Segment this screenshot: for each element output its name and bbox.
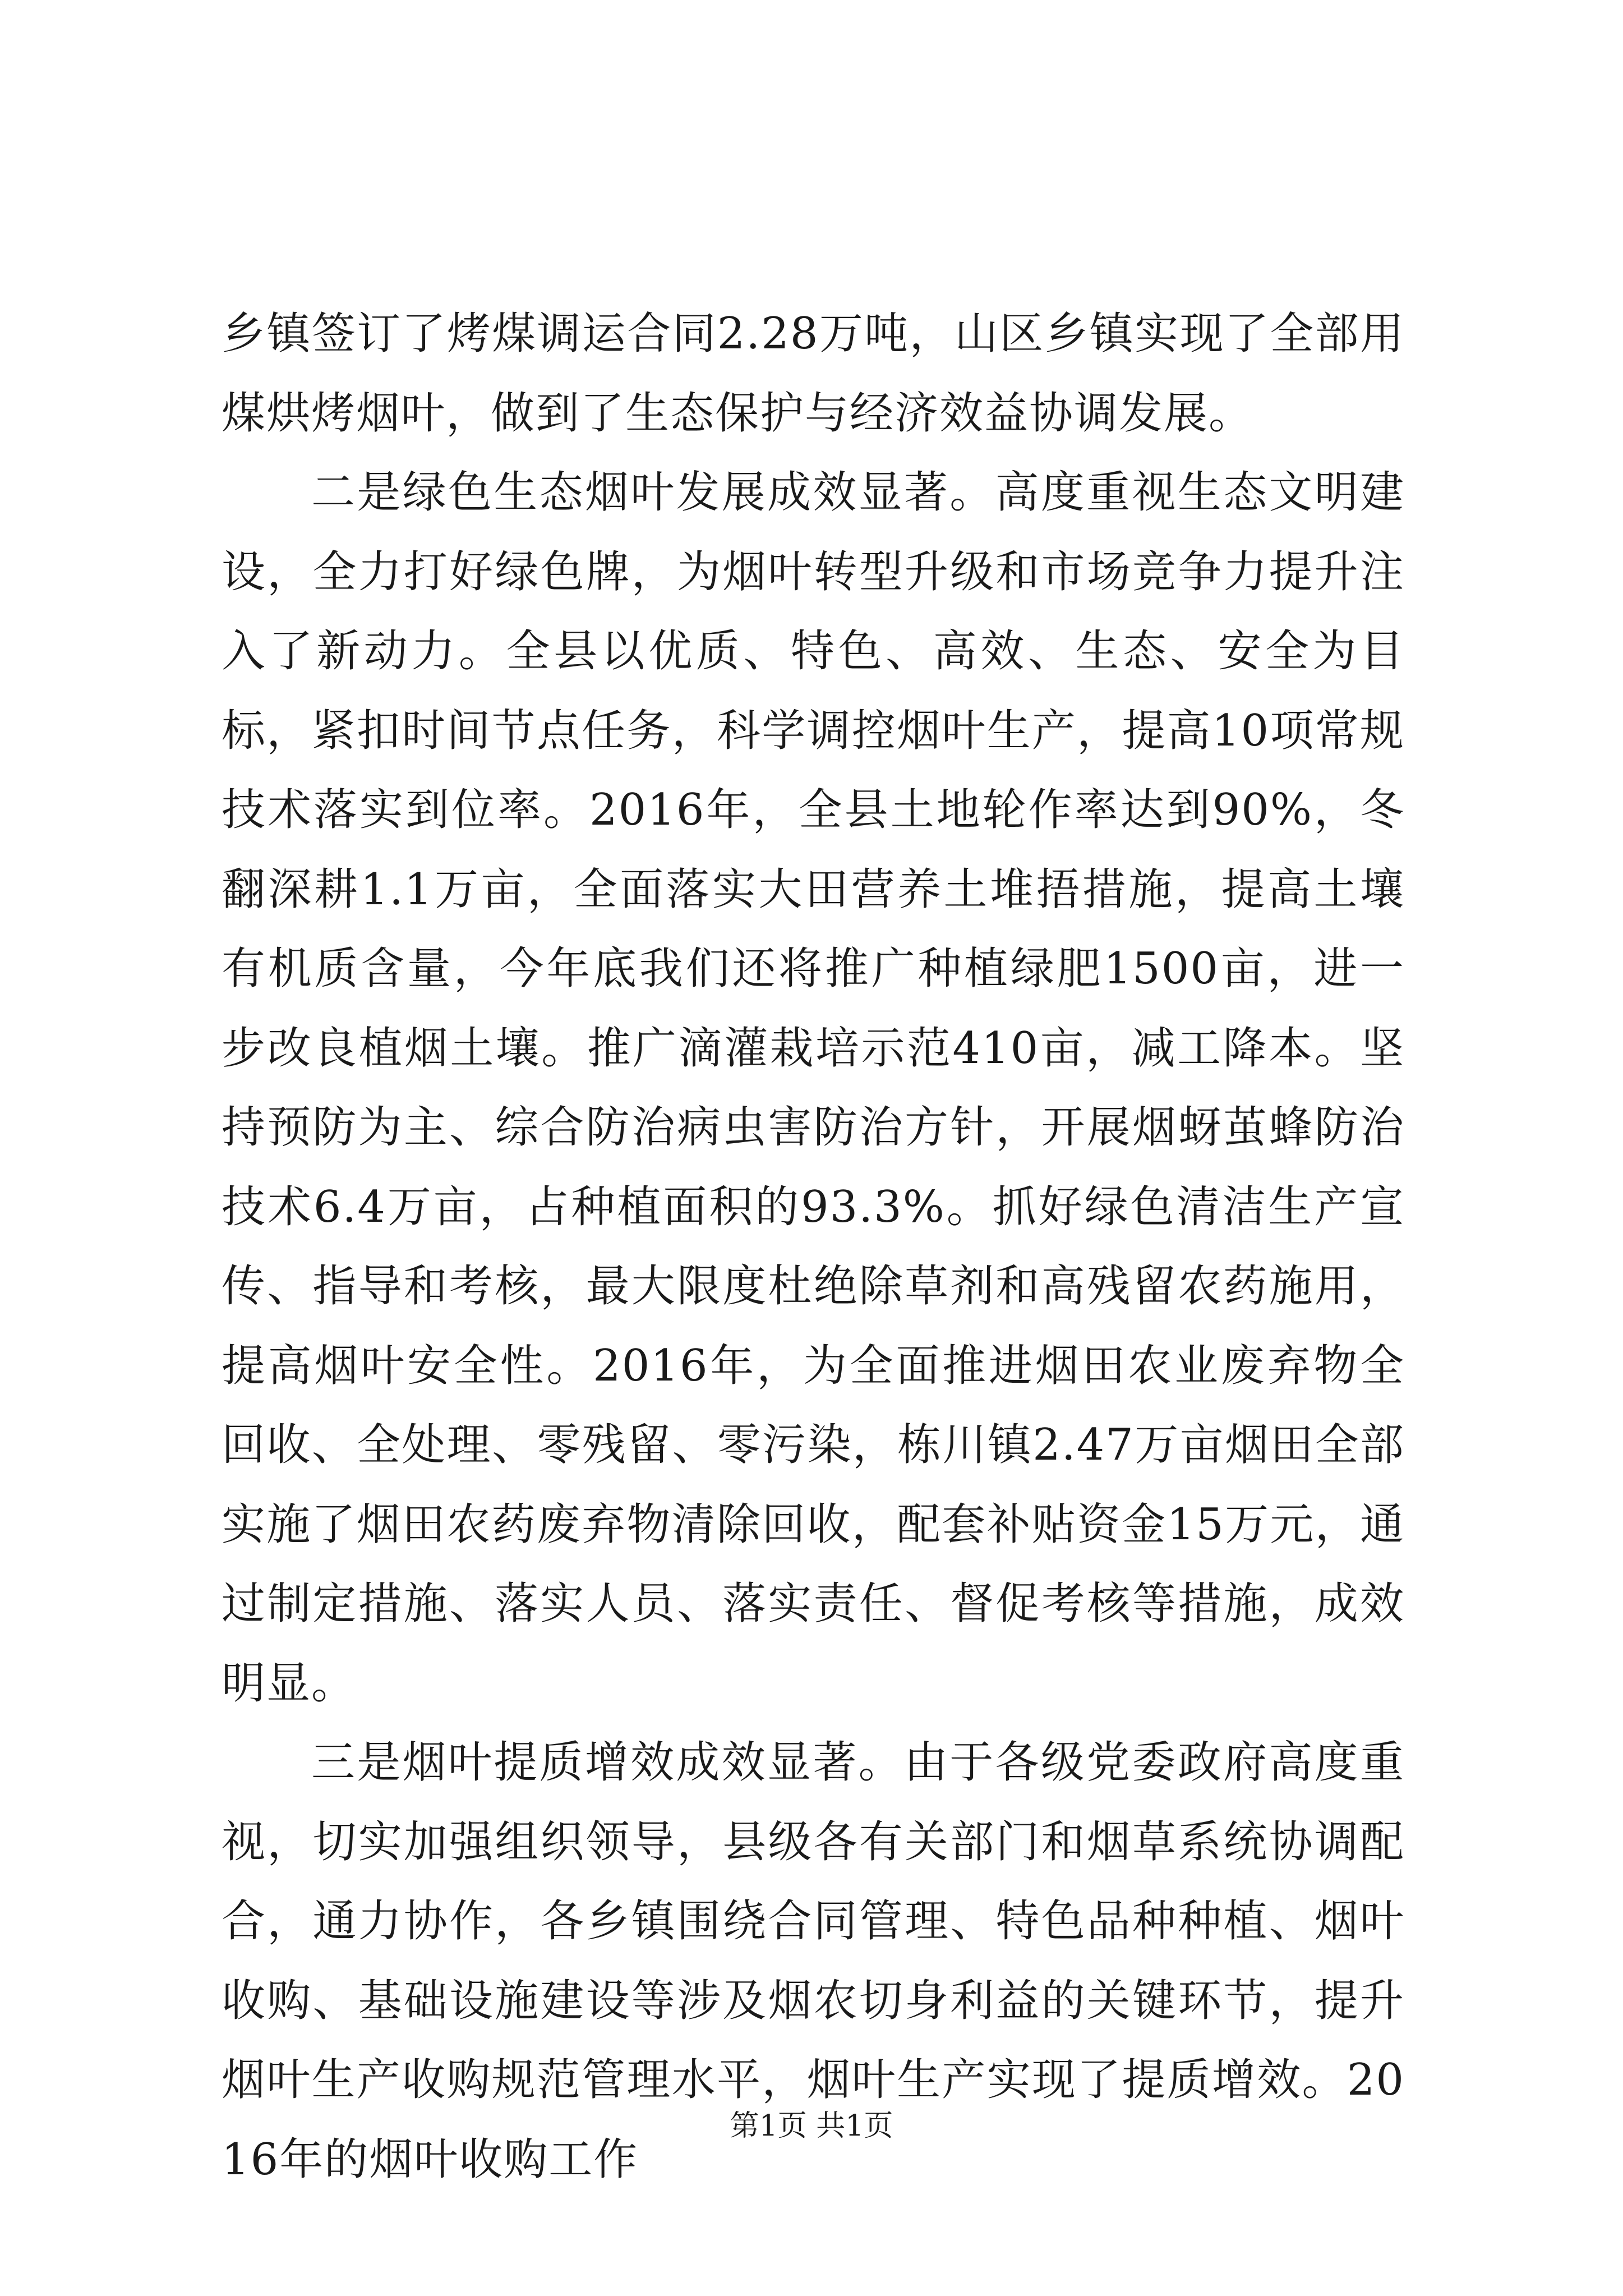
document-body bbox=[222, 295, 1405, 2200]
paragraph-3: 三是烟叶提质增效成效显著。由于各级党委政府高度重视，切实加强组织领导，县级各有关部门和烟草系统协调配合，通力协作，各乡镇围绕合同管理、特色品种种植、烟叶收购、基础设施建设等涉及烟农切身利益的关键环节，提升烟叶生产收购规范管理水平，烟叶生产实现了提质增效。2016年的烟叶收购工作 bbox=[222, 1737, 1405, 2185]
paragraph-2: 二是绿色生态烟叶发展成效显著。高度重视生态文明建设，全力打好绿色牌，为烟叶转型升级和市场竞争力提升注入了新动力。全县以优质、特色、高效、生态、安全为目标，紧扣时间节点任务，科学调控烟叶生产，提高10项常规技术落实到位率。2016年，全县土地轮作率达到90%，冬翻深耕1.1万亩，全面落实大田营养土堆捂措施，提高土壤有机质含量，今年底我们还将推广种植绿肥1500亩，进一步改良植烟土壤。推广滴灌栽培示范410亩，减工降本。坚持预防为主、综合防治病虫害防治方针，开展烟蚜茧蜂防治技术6.4万亩，占种植面积的93.3%。抓好绿色清洁生产宣传、指导和考核，最大限度杜绝除草剂和高残留农药施用，提高烟叶安全性。2016年，为全面推进烟田农业废弃物全回收、全处理、零残留、零污染，栋川镇2.47万亩烟田全部实施了烟田农药废弃物清除回收，配套补贴资金15万元，通过制定措施、落实人员、落实责任、督促考核等措施，成效明显。 bbox=[222, 467, 1405, 1709]
paragraph-1: 乡镇签订了烤煤调运合同2.28万吨，山区乡镇实现了全部用煤烘烤烟叶，做到了生态保护与经济效益协调发展。 bbox=[222, 309, 1405, 439]
page-footer: 第1页 共1页 bbox=[730, 2109, 893, 2143]
